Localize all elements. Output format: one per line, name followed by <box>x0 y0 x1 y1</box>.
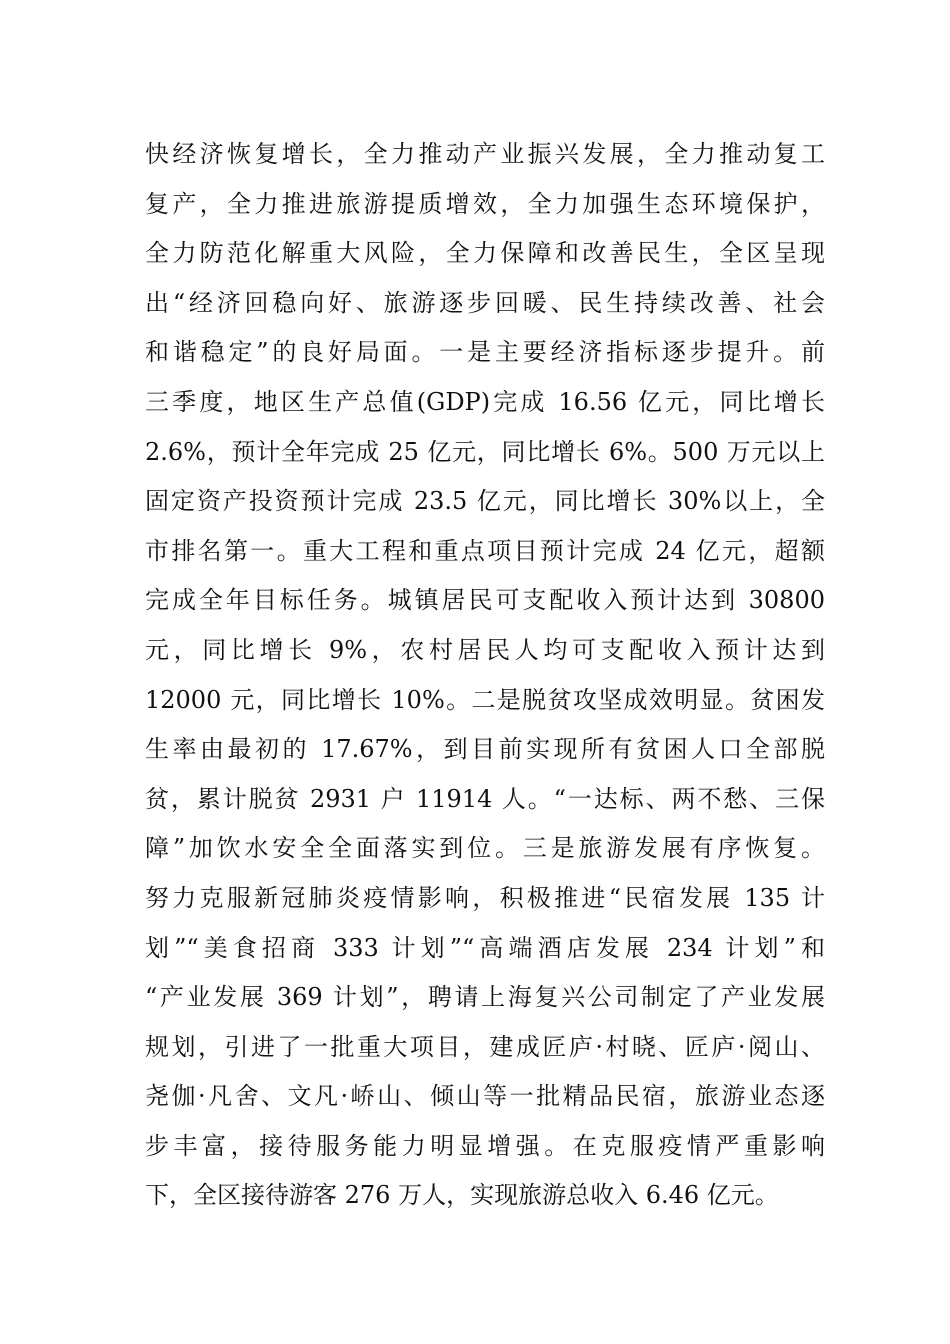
text-line: 步丰富，接待服务能力明显增强。在克服疫情严重影响 <box>145 1131 825 1160</box>
text-line: 贫，累计脱贫 2931 户 11914 人。“一达标、两不愁、三保 <box>145 784 825 813</box>
text-line: 下，全区接待游客 276 万人，实现旅游总收入 6.46 亿元。 <box>145 1181 779 1210</box>
body-paragraph <box>145 130 825 1221</box>
text-line: 生率由最初的 17.67%，到目前实现所有贫困人口全部脱 <box>145 735 825 764</box>
text-line: 规划，引进了一批重大项目，建成匠庐·村晓、匠庐·阅山、 <box>145 1032 825 1061</box>
text-line: “产业发展 369 计划”，聘请上海复兴公司制定了产业发展 <box>145 983 825 1012</box>
text-line: 全力防范化解重大风险，全力保障和改善民生，全区呈现 <box>145 239 825 268</box>
text-line: 出“经济回稳向好、旅游逐步回暖、民生持续改善、社会 <box>145 288 825 317</box>
text-line: 快经济恢复增长，全力推动产业振兴发展，全力推动复工 <box>145 140 825 168</box>
text-line: 和谐稳定”的良好局面。一是主要经济指标逐步提升。前 <box>145 338 825 367</box>
text-line: 12000 元，同比增长 10%。二是脱贫攻坚成效明显。贫困发 <box>145 685 825 714</box>
text-line: 元，同比增长 9%，农村居民人均可支配收入预计达到 <box>145 635 825 664</box>
text-line: 固定资产投资预计完成 23.5 亿元，同比增长 30%以上，全 <box>145 487 825 516</box>
text-line: 完成全年目标任务。城镇居民可支配收入预计达到 30800 <box>145 586 825 615</box>
text-line: 划”“美食招商 333 计划”“高端酒店发展 234 计划”和 <box>145 933 825 962</box>
text-line: 复产，全力推进旅游提质增效，全力加强生态环境保护， <box>145 189 825 218</box>
text-line: 市排名第一。重大工程和重点项目预计完成 24 亿元，超额 <box>145 536 825 565</box>
text-line: 障”加饮水安全全面落实到位。三是旅游发展有序恢复。 <box>145 834 825 863</box>
text-line: 三季度，地区生产总值(GDP)完成 16.56 亿元，同比增长 <box>145 387 825 416</box>
text-line: 2.6%，预计全年完成 25 亿元，同比增长 6%。500 万元以上 <box>145 437 825 466</box>
text-line: 努力克服新冠肺炎疫情影响，积极推进“民宿发展 135 计 <box>145 883 825 912</box>
text-line: 尧伽·凡舍、文凡·峤山、倾山等一批精品民宿，旅游业态逐 <box>145 1082 825 1111</box>
